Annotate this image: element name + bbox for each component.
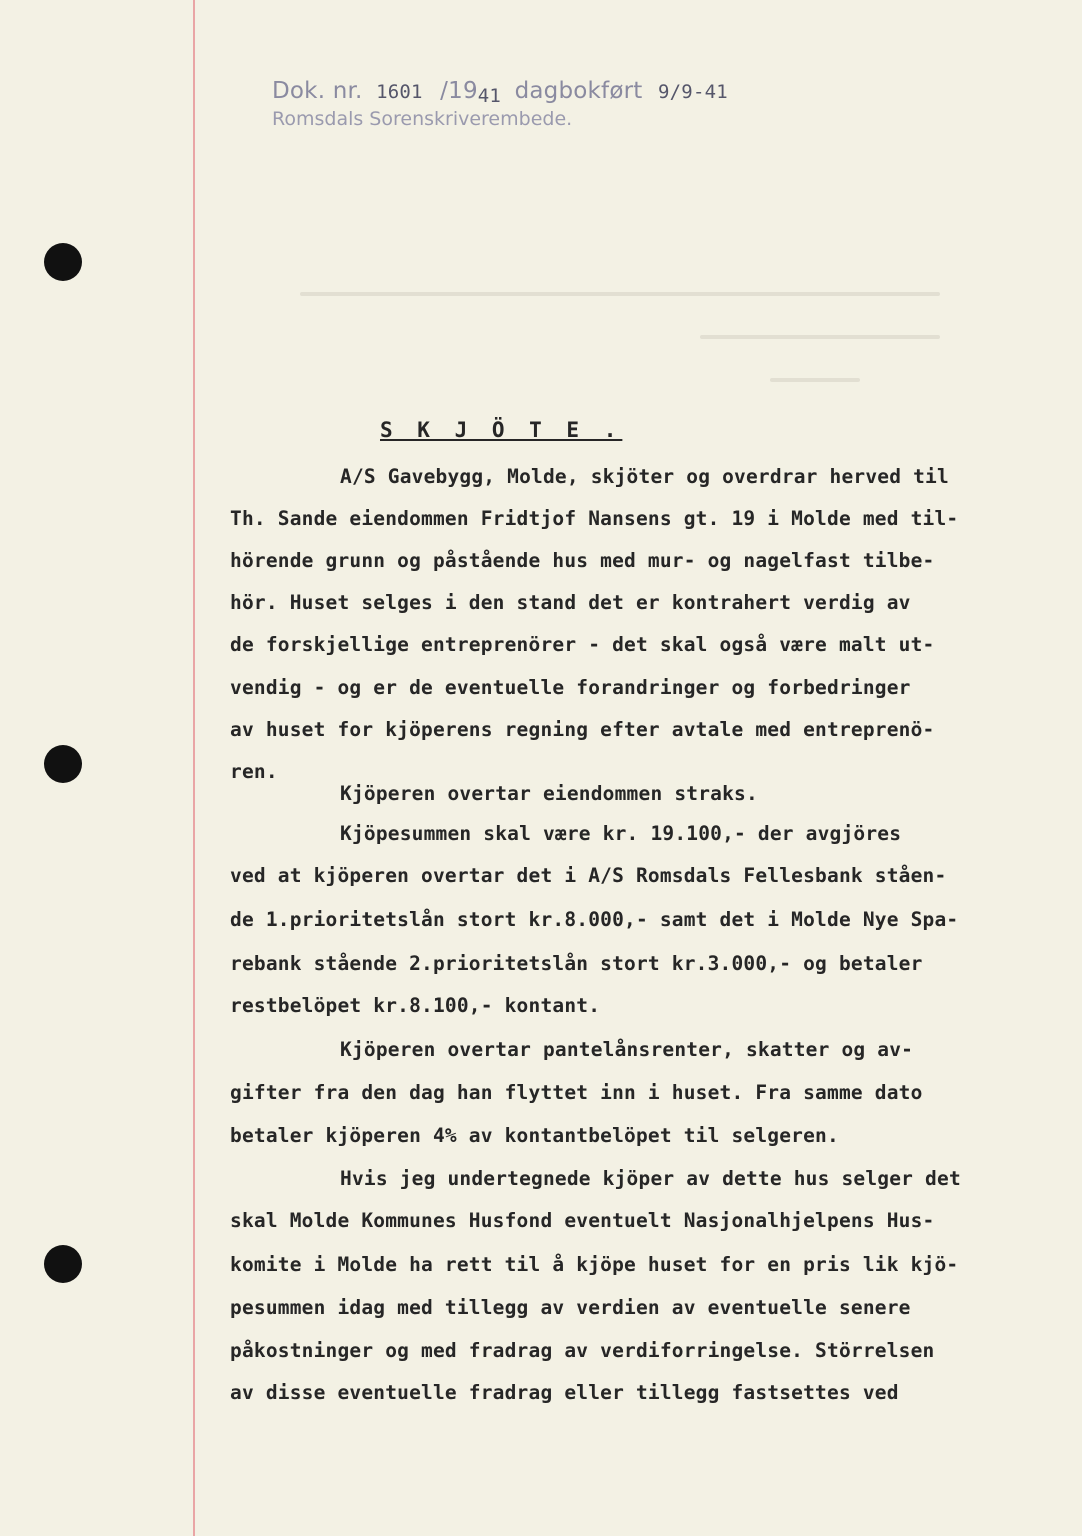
text-line: pesummen idag med tillegg av verdien av eventuelle senere — [230, 1296, 911, 1319]
text-line: hör. Huset selges i den stand det er kontrahert verdig av — [230, 591, 911, 614]
faint-show-through — [700, 335, 940, 339]
text-line: Th. Sande eiendommen Fridtjof Nansens gt. 19 i Molde med til- — [230, 507, 959, 530]
text-line: hörende grunn og påstående hus med mur- og nagelfast tilbe- — [230, 549, 935, 572]
text-line: påkostninger og med fradrag av verdiforringelse. Störrelsen — [230, 1339, 935, 1362]
text-line: ved at kjöperen overtar det i A/S Romsdals Fellesbank ståen- — [230, 864, 947, 887]
text-line: betaler kjöperen 4% av kontantbelöpet til selgeren. — [230, 1124, 839, 1147]
punch-hole-icon — [44, 1245, 82, 1283]
text-line: de forskjellige entreprenörer - det skal også være malt ut- — [230, 633, 935, 656]
text-line: Kjöpesummen skal være kr. 19.100,- der avgjöres — [340, 822, 902, 845]
year-prefix: /19 — [440, 78, 478, 104]
dok-label: Dok. nr. — [272, 78, 363, 104]
text-line: de 1.prioritetslån stort kr.8.000,- samt det i Molde Nye Spa- — [230, 908, 959, 931]
office-stamp: Romsdals Sorenskriverembede. — [272, 108, 573, 130]
text-line: komite i Molde ha rett til å kjöpe huset for en pris lik kjö- — [230, 1253, 959, 1276]
text-line: skal Molde Kommunes Husfond eventuelt Nasjonalhjelpens Hus- — [230, 1209, 935, 1232]
registry-stamp — [272, 78, 728, 107]
year-suffix: 41 — [477, 85, 502, 107]
text-line: restbelöpet kr.8.100,- kontant. — [230, 994, 601, 1017]
punch-hole-icon — [44, 243, 82, 281]
text-line: av huset for kjöperens regning efter avtale med entreprenö- — [230, 718, 935, 741]
dagbokfort-date: 9/9-41 — [658, 81, 728, 103]
dagbokfort-label: dagbokført — [514, 78, 643, 104]
punch-hole-icon — [44, 745, 82, 783]
text-line: Hvis jeg undertegnede kjöper av dette hus selger det — [340, 1167, 961, 1190]
document-title: S K J Ö T E . — [380, 418, 623, 442]
text-line: Kjöperen overtar pantelånsrenter, skatter og av- — [340, 1038, 914, 1061]
text-line: Kjöperen overtar eiendommen straks. — [340, 782, 758, 805]
text-line: av disse eventuelle fradrag eller tillegg fastsettes ved — [230, 1381, 899, 1404]
text-line: ren. — [230, 760, 278, 783]
text-line: rebank stående 2.prioritetslån stort kr.3.000,- og betaler — [230, 952, 923, 975]
text-line: A/S Gavebygg, Molde, skjöter og overdrar herved til — [340, 465, 949, 488]
dok-number: 1601 — [376, 81, 423, 103]
margin-line — [193, 0, 195, 1536]
faint-show-through — [770, 378, 860, 382]
text-line: gifter fra den dag han flyttet inn i huset. Fra samme dato — [230, 1081, 923, 1104]
faint-show-through — [300, 292, 940, 296]
text-line: vendig - og er de eventuelle forandringer og forbedringer — [230, 676, 911, 699]
